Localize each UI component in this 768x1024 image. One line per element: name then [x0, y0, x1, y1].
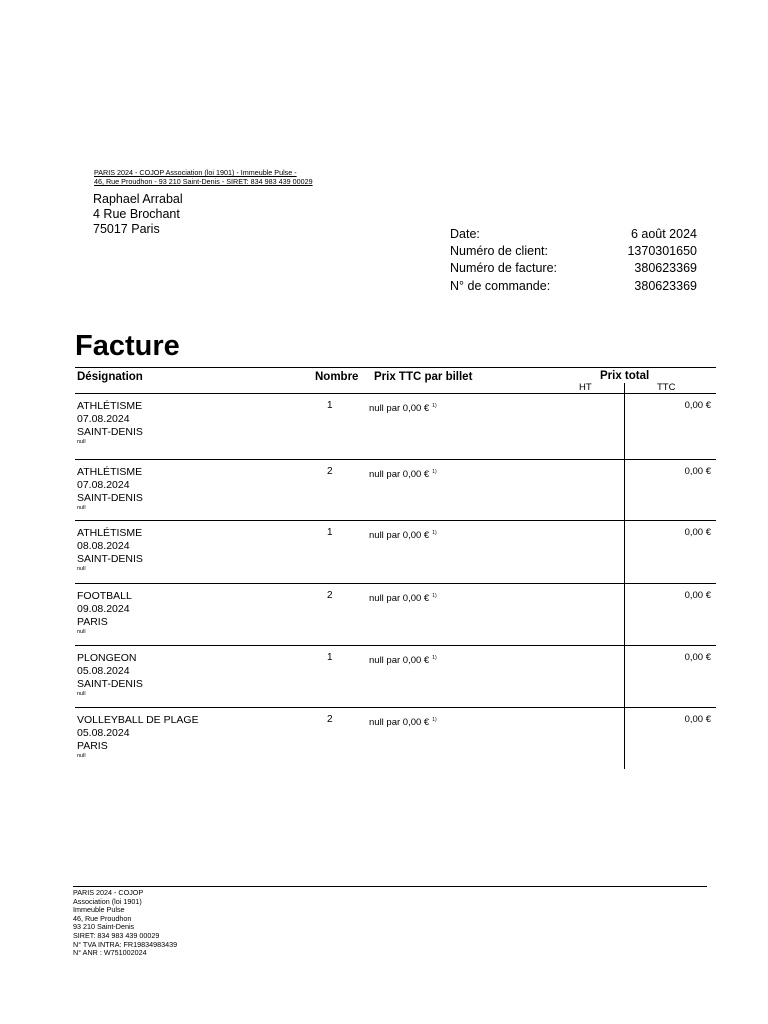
- total-ttc-cell: 0,00 €: [684, 466, 711, 477]
- footer-rule: [73, 886, 707, 887]
- event-name: ATHLÉTISME: [77, 466, 143, 478]
- footer-line: 46, Rue Proudhon: [73, 913, 132, 923]
- event-date: 08.08.2024: [77, 540, 130, 552]
- unit-price-text: null par 0,00 €: [369, 403, 430, 414]
- event-date: 05.08.2024: [77, 727, 130, 739]
- table-row: [75, 394, 716, 456]
- footer-line: N° ANR : W751002024: [73, 948, 147, 958]
- event-date: 07.08.2024: [77, 413, 130, 425]
- footnote-marker: 1): [432, 530, 437, 536]
- designation-cell: [77, 527, 143, 572]
- total-ttc-cell: 0,00 €: [684, 714, 711, 725]
- designation-cell: [77, 466, 143, 511]
- footer-line: Association (loi 1901): [73, 896, 142, 906]
- table-row: [75, 460, 716, 522]
- unit-price-text: null par 0,00 €: [369, 530, 430, 541]
- footer-line: PARIS 2024 - COJOP: [73, 888, 144, 897]
- header-designation: Désignation: [77, 371, 143, 383]
- event-venue: PARIS: [77, 616, 108, 628]
- unit-price-cell: [369, 590, 437, 605]
- meta-row-date: [450, 226, 697, 243]
- footer-line: N° TVA INTRA: FR19834983439: [73, 939, 178, 949]
- footer-line: 93 210 Saint-Denis: [73, 922, 135, 932]
- event-note: null: [77, 753, 86, 759]
- table-row: [75, 584, 716, 646]
- event-note: null: [77, 629, 86, 635]
- event-name: FOOTBALL: [77, 590, 132, 602]
- meta-label: Numéro de facture:: [450, 261, 557, 276]
- page-title: Facture: [75, 330, 180, 362]
- unit-price-cell: [369, 527, 437, 542]
- meta-value: 380623369: [634, 278, 697, 293]
- event-venue: SAINT-DENIS: [77, 678, 143, 690]
- meta-label: N° de commande:: [450, 278, 551, 293]
- header-ht: HT: [579, 382, 592, 393]
- event-name: ATHLÉTISME: [77, 400, 143, 412]
- event-name: PLONGEON: [77, 652, 137, 664]
- unit-price-text: null par 0,00 €: [369, 593, 430, 604]
- recipient-street: 4 Rue Brochant: [93, 207, 180, 221]
- meta-row-order-number: [450, 278, 697, 295]
- quantity-cell: 1: [327, 527, 333, 538]
- quantity-cell: 2: [327, 590, 333, 601]
- event-venue: SAINT-DENIS: [77, 553, 143, 565]
- event-name: ATHLÉTISME: [77, 527, 143, 539]
- sender-address-line: PARIS 2024 - COJOP Association (loi 1901) - Immeuble Pulse -: [94, 168, 297, 177]
- event-venue: PARIS: [77, 740, 108, 752]
- meta-label: Date:: [450, 227, 480, 241]
- quantity-cell: 2: [327, 466, 333, 477]
- event-date: 09.08.2024: [77, 603, 130, 615]
- recipient-name: Raphael Arrabal: [93, 192, 183, 206]
- header-total: Prix total: [600, 370, 650, 382]
- event-date: 05.08.2024: [77, 665, 130, 677]
- footnote-marker: 1): [432, 655, 437, 661]
- total-ttc-cell: 0,00 €: [684, 652, 711, 663]
- meta-value: 1370301650: [627, 244, 697, 259]
- event-note: null: [77, 505, 86, 511]
- designation-cell: [77, 400, 143, 445]
- total-ttc-cell: 0,00 €: [684, 400, 711, 411]
- footnote-marker: 1): [432, 469, 437, 475]
- unit-price-text: null par 0,00 €: [369, 469, 430, 480]
- total-ttc-cell: 0,00 €: [684, 527, 711, 538]
- unit-price-cell: [369, 652, 437, 667]
- meta-value: 380623369: [634, 261, 697, 276]
- table-row: [75, 521, 716, 583]
- table-row: [75, 708, 716, 770]
- header-unit-price: Prix TTC par billet: [374, 371, 473, 383]
- meta-label: Numéro de client:: [450, 244, 548, 259]
- recipient-address: [93, 192, 183, 237]
- meta-row-invoice-number: [450, 260, 697, 277]
- event-note: null: [77, 566, 86, 572]
- event-venue: SAINT-DENIS: [77, 492, 143, 504]
- header-quantity: Nombre: [315, 371, 359, 383]
- unit-price-cell: [369, 466, 437, 481]
- designation-cell: [77, 652, 143, 697]
- sender-address-line: 46, Rue Proudhon - 93 210 Saint-Denis - SIRET: 834 983 439 00029: [94, 177, 313, 186]
- header-ttc: TTC: [657, 382, 676, 393]
- unit-price-cell: [369, 400, 437, 415]
- quantity-cell: 1: [327, 400, 333, 411]
- event-note: null: [77, 439, 86, 445]
- quantity-cell: 2: [327, 714, 333, 725]
- footnote-marker: 1): [432, 717, 437, 723]
- invoice-meta: [450, 226, 697, 295]
- unit-price-text: null par 0,00 €: [369, 655, 430, 666]
- footnote-marker: 1): [432, 593, 437, 599]
- event-name: VOLLEYBALL DE PLAGE: [77, 714, 199, 726]
- event-venue: SAINT-DENIS: [77, 426, 143, 438]
- meta-row-client-number: [450, 243, 697, 260]
- footer-address: [73, 889, 177, 958]
- meta-value: 6 août 2024: [630, 227, 697, 241]
- unit-price-text: null par 0,00 €: [369, 717, 430, 728]
- footnote-marker: 1): [432, 403, 437, 409]
- event-note: null: [77, 691, 86, 697]
- unit-price-cell: [369, 714, 437, 729]
- footer-line: Immeuble Pulse: [73, 905, 125, 915]
- recipient-city: 75017 Paris: [93, 222, 160, 236]
- invoice-table: [75, 367, 716, 769]
- event-date: 07.08.2024: [77, 479, 130, 491]
- table-row: [75, 646, 716, 708]
- designation-cell: [77, 590, 132, 635]
- designation-cell: [77, 714, 199, 759]
- table-top-rule: [75, 367, 716, 368]
- footer-line: SIRET: 834 983 439 00029: [73, 930, 160, 940]
- sender-address: [94, 168, 313, 186]
- total-ttc-cell: 0,00 €: [684, 590, 711, 601]
- quantity-cell: 1: [327, 652, 333, 663]
